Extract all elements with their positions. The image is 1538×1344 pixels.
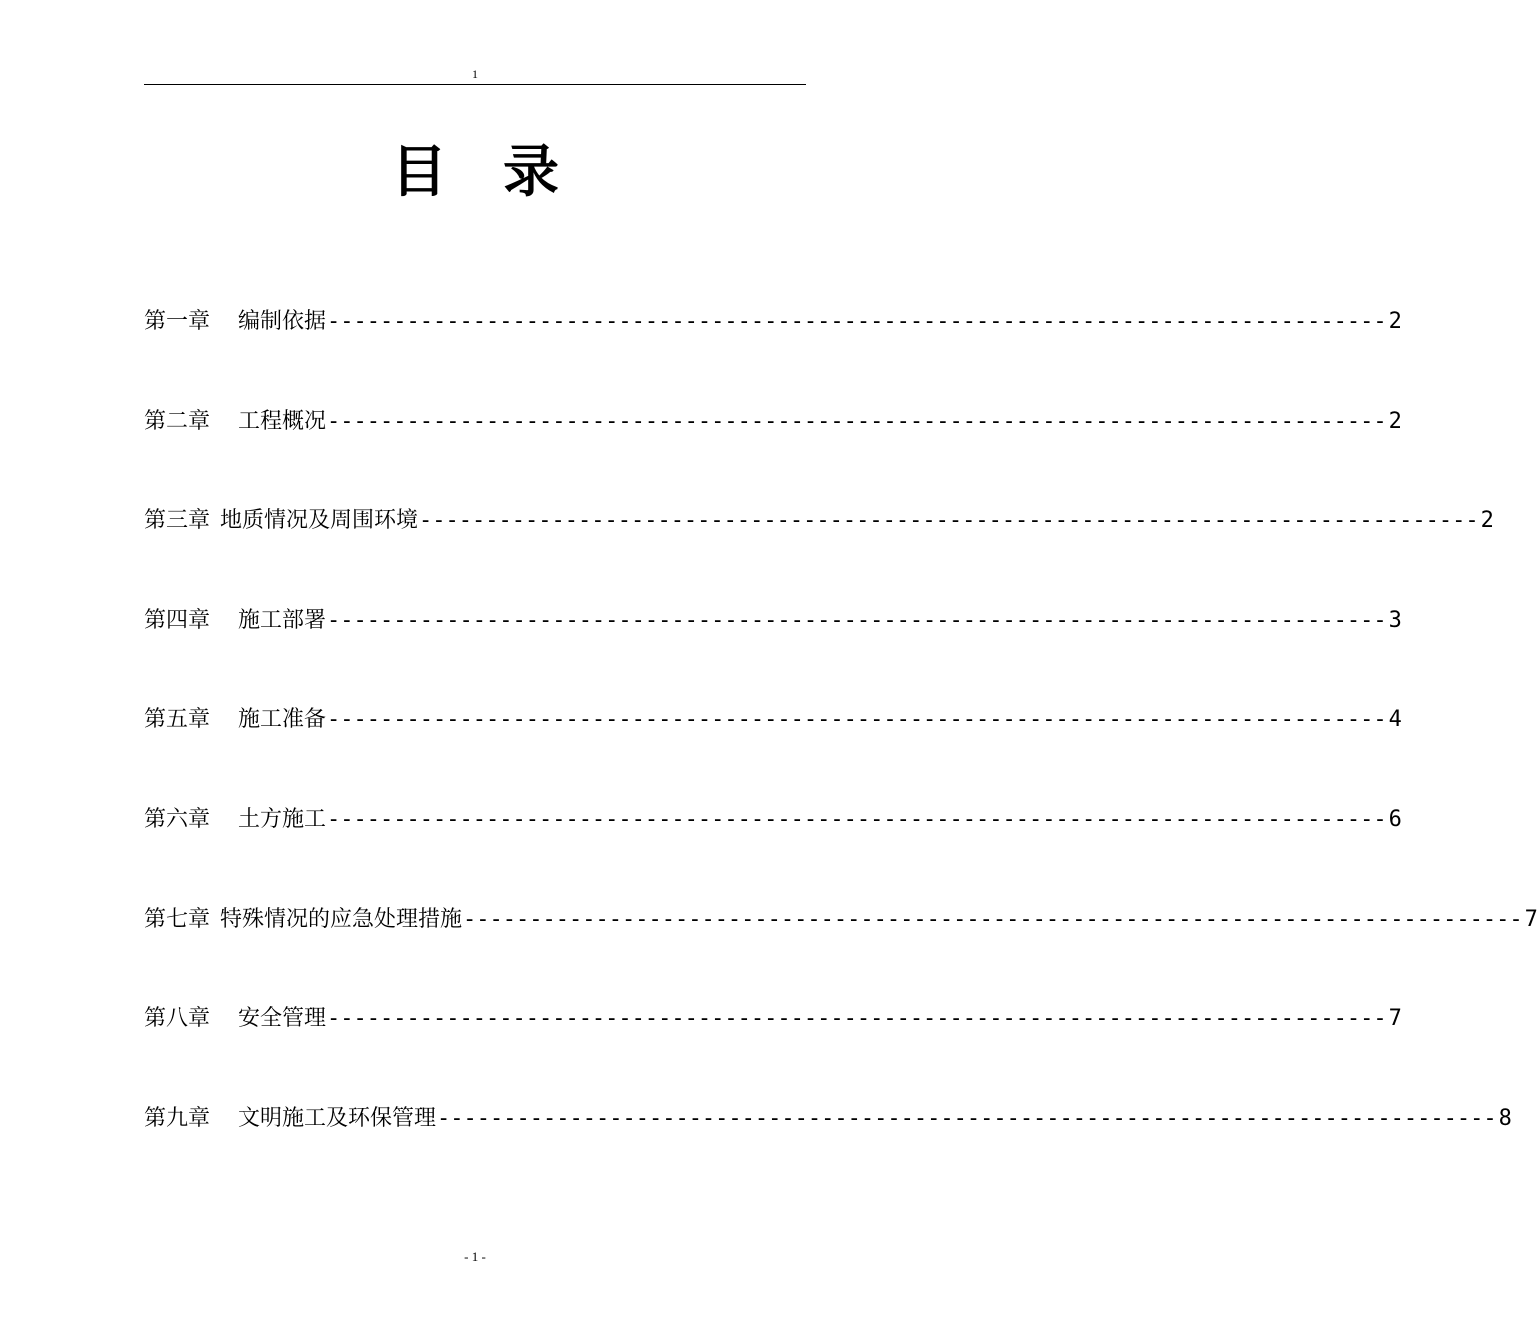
toc-dash-leader: -------------------------------------------------------------------------------- [327, 608, 1387, 633]
toc-entry-title: 土方施工 [238, 807, 327, 832]
toc-chapter-label: 第七章 [144, 907, 211, 932]
toc-chapter-label: 第六章 [144, 807, 211, 832]
toc-title-char-1: 目 [391, 140, 447, 205]
toc-entry[interactable] [144, 703, 1402, 737]
toc-entry[interactable] [144, 1002, 1402, 1036]
toc-entry-title: 安全管理 [238, 1006, 327, 1031]
toc-entry[interactable] [144, 504, 1494, 538]
toc-entry[interactable] [144, 604, 1402, 638]
toc-entry[interactable] [144, 405, 1402, 439]
toc-entry-title: 施工部署 [238, 608, 327, 633]
toc-dash-leader: -------------------------------------------------------------------------------- [327, 707, 1387, 732]
toc-chapter-label: 第五章 [144, 707, 211, 732]
toc-page-number: 7 [1524, 907, 1538, 932]
toc-entry[interactable] [144, 305, 1402, 339]
toc-dash-leader: -------------------------------------------------------------------------------- [419, 508, 1479, 533]
toc-chapter-label: 第三章 [144, 508, 211, 533]
toc-entry-title: 地质情况及周围环境 [220, 508, 419, 533]
toc-entry-title: 特殊情况的应急处理措施 [220, 907, 463, 932]
toc-page-number: 2 [1388, 409, 1402, 434]
toc-entry-title: 编制依据 [238, 309, 327, 334]
toc-page-number: 7 [1388, 1006, 1402, 1031]
toc-chapter-label: 第八章 [144, 1006, 211, 1031]
toc-chapter-label: 第四章 [144, 608, 211, 633]
toc-chapter-label: 第二章 [144, 409, 211, 434]
toc-dash-leader: -------------------------------------------------------------------------------- [327, 309, 1387, 334]
toc-entry-title: 文明施工及环保管理 [238, 1106, 437, 1131]
toc-dash-leader: -------------------------------------------------------------------------------- [327, 807, 1387, 832]
toc-dash-leader: -------------------------------------------------------------------------------- [327, 1006, 1387, 1031]
toc-chapter-label: 第一章 [144, 309, 211, 334]
footer-page-label: - 1 - [464, 1249, 486, 1264]
toc-entry[interactable] [144, 803, 1402, 837]
toc-dash-leader: -------------------------------------------------------------------------------- [463, 907, 1523, 932]
header-page-number: 1 [472, 67, 478, 81]
toc-list [144, 0, 1538, 1344]
toc-entry[interactable] [144, 1102, 1512, 1136]
toc-title-char-2: 录 [503, 140, 559, 205]
toc-dash-leader: -------------------------------------------------------------------------------- [437, 1106, 1497, 1131]
toc-entry-title: 施工准备 [238, 707, 327, 732]
toc-page-number: 6 [1388, 807, 1402, 832]
toc-page-number: 3 [1388, 608, 1402, 633]
toc-entry[interactable] [144, 903, 1538, 937]
toc-page-number: 2 [1480, 508, 1494, 533]
toc-entry-title: 工程概况 [238, 409, 327, 434]
toc-dash-leader: -------------------------------------------------------------------------------- [327, 409, 1387, 434]
toc-chapter-label: 第九章 [144, 1106, 211, 1131]
toc-page-number: 2 [1388, 309, 1402, 334]
toc-page-number: 8 [1498, 1106, 1512, 1131]
toc-page-number: 4 [1388, 707, 1402, 732]
